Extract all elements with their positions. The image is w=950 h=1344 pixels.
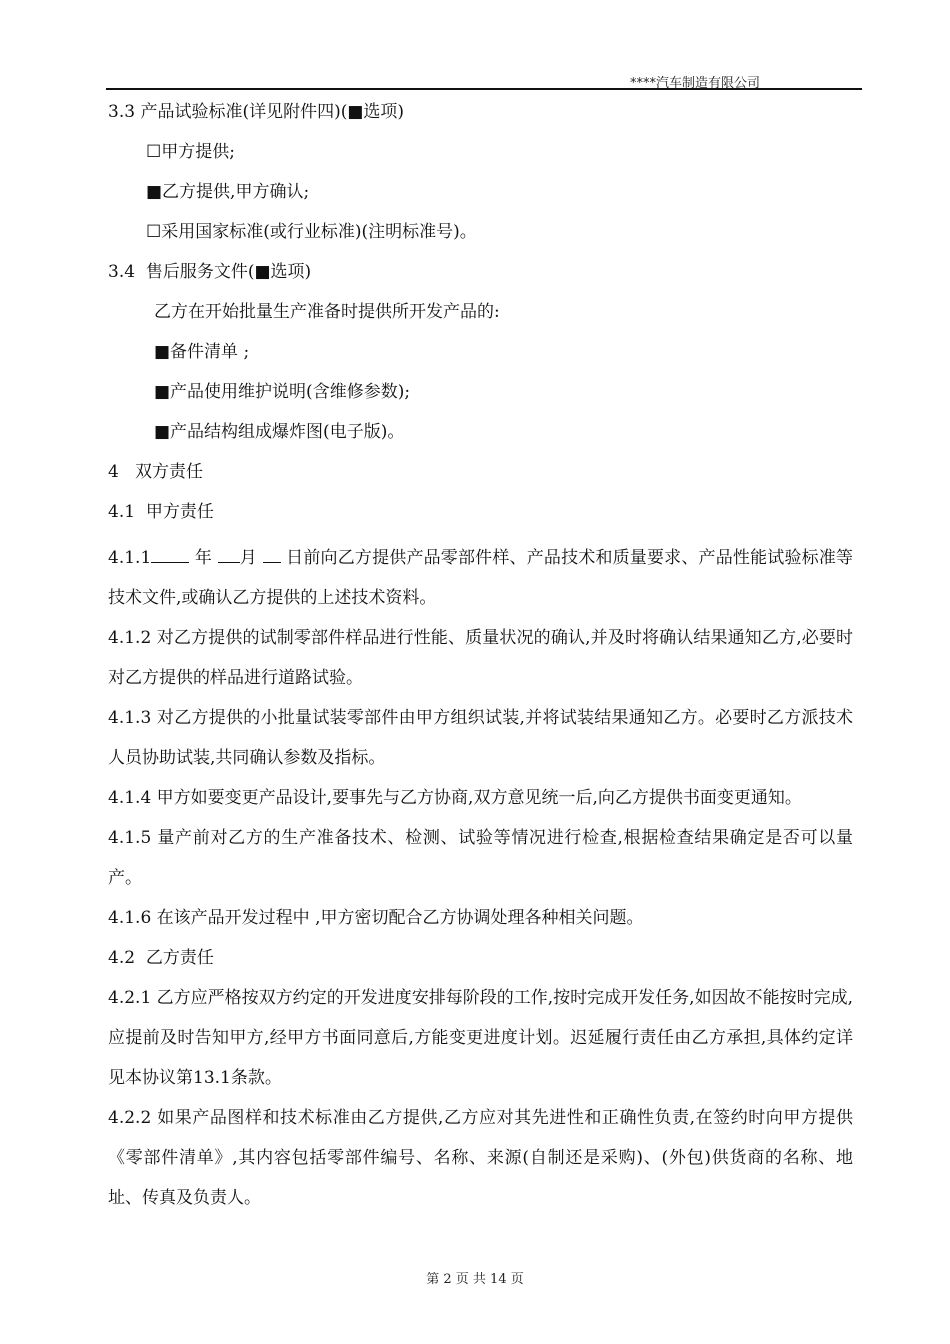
item-exploded-view: ■产品结构组成爆炸图(电子版)。: [154, 422, 405, 442]
section-4-title: 4 双方责任: [108, 462, 204, 482]
clause-4-1-2: 4.1.2 对乙方提供的试制零部件样品进行性能、质量状况的确认,并及时将确认结果通知乙方,必要时对乙方提供的样品进行道路试验。: [108, 628, 853, 688]
section-4-1-title: 4.1 甲方责任: [108, 502, 214, 522]
section-3-4-intro: 乙方在开始批量生产准备时提供所开发产品的:: [154, 302, 500, 322]
header-rule: [106, 88, 862, 90]
option-party-b-provides: ■乙方提供,甲方确认;: [146, 182, 310, 202]
clause-4-1-1: [108, 538, 853, 618]
option-party-a-provides: ☐甲方提供;: [146, 142, 235, 162]
clause-4-2-2: 4.2.2 如果产品图样和技术标准由乙方提供,乙方应对其先进性和正确性负责,在签约时向甲方提供《零部件清单》,其内容包括零部件编号、名称、来源(自制还是采购)、(外包)供货商的名称、地址、传真及负责人。: [108, 1108, 853, 1208]
month-label: 月: [239, 548, 263, 568]
option-national-standard: ☐采用国家标准(或行业标准)(注明标准号)。: [146, 222, 477, 242]
clause-4-2-1: 4.2.1 乙方应严格按双方约定的开发进度安排每阶段的工作,按时完成开发任务,如因故不能按时完成,应提前及时告知甲方,经甲方书面同意后,方能变更进度计划。迟延履行责任由乙方承担,具体约定详见本协议第13.1条款。: [108, 988, 853, 1088]
section-3-4-title: 3.4 售后服务文件(■选项): [108, 262, 312, 282]
clause-4-1-1-text: 日前向乙方提供产品零部件样、产品技术和质量要求、产品性能试验标准等技术文件,或确认乙方提供的上述技术资料。: [108, 548, 853, 608]
year-blank: [151, 544, 189, 563]
clause-4-1-1-number: 4.1.1: [108, 548, 152, 568]
item-spare-parts-list: ■备件清单 ;: [154, 342, 250, 362]
clause-4-1-3: 4.1.3 对乙方提供的小批量试装零部件由甲方组织试装,并将试装结果通知乙方。必要时乙方派技术人员协助试装,共同确认参数及指标。: [108, 708, 853, 768]
page-number: 第 2 页 共 14 页: [426, 1272, 524, 1287]
clause-4-1-5: 4.1.5 量产前对乙方的生产准备技术、检测、试验等情况进行检查,根据检查结果确定是否可以量产。: [108, 828, 853, 888]
section-4-2-title: 4.2 乙方责任: [108, 948, 214, 968]
document-body: [108, 98, 853, 1218]
day-blank: [263, 544, 281, 563]
month-blank: [218, 544, 240, 563]
header-company-name: ****汽车制造有限公司: [629, 76, 760, 91]
section-3-3-title: 3.3 产品试验标准(详见附件四)(■选项): [108, 102, 405, 122]
year-label: 年: [189, 548, 218, 568]
item-maintenance-manual: ■产品使用维护说明(含维修参数);: [154, 382, 411, 402]
clause-4-1-4: 4.1.4 甲方如要变更产品设计,要事先与乙方协商,双方意见统一后,向乙方提供书面变更通知。: [108, 788, 802, 808]
clause-4-1-6: 4.1.6 在该产品开发过程中 ,甲方密切配合乙方协调处理各种相关问题。: [108, 908, 644, 928]
